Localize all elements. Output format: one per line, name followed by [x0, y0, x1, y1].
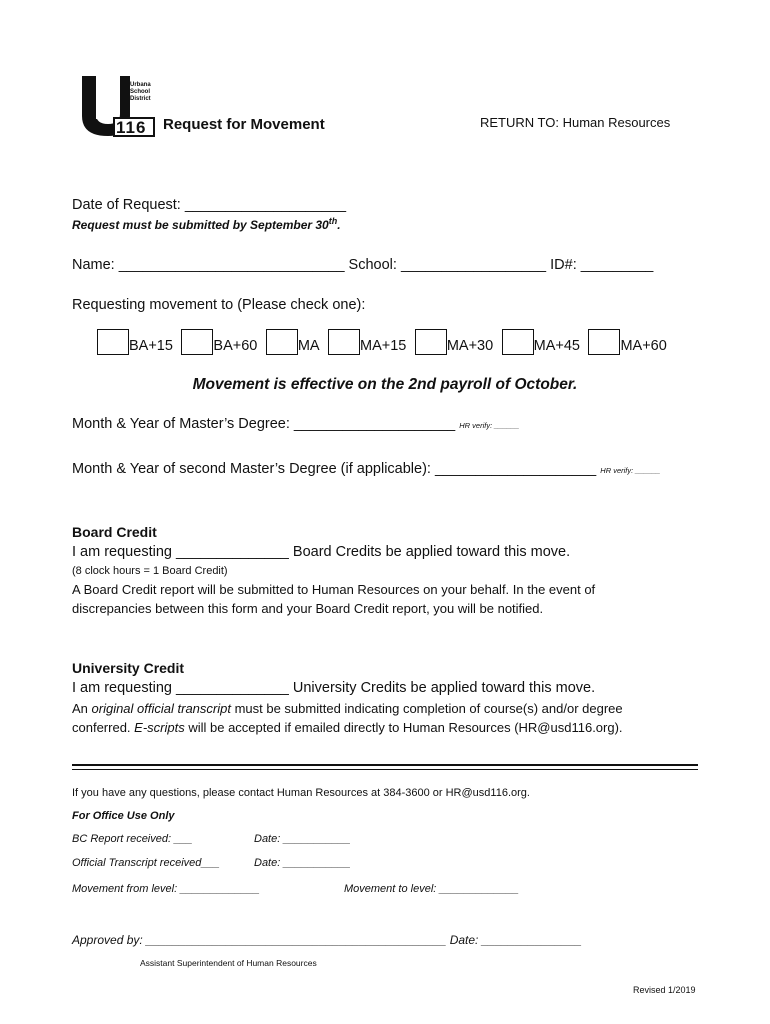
approver-title: Assistant Superintendent of Human Resources	[140, 958, 317, 968]
checkbox[interactable]	[181, 329, 213, 355]
option-ma15[interactable]: MA+15	[328, 329, 406, 355]
return-to: RETURN TO: Human Resources	[480, 115, 671, 130]
questions-line: If you have any questions, please contact Human Resources at 384-3600 or HR@usd116.org.	[72, 787, 530, 799]
deadline-sup: th	[328, 216, 338, 226]
masters-degree-label: Month & Year of Master’s Degree: ____________________	[72, 416, 456, 432]
university-credit-text-2	[72, 720, 623, 735]
text-segment: must be submitted indicating completion of course(s) and/or degree	[230, 701, 623, 716]
deadline-text: Request must be submitted by September 30	[72, 218, 329, 232]
option-ma30[interactable]: MA+30	[415, 329, 493, 355]
movement-to-level[interactable]: Movement to level: _____________	[344, 883, 519, 895]
checkbox[interactable]	[502, 329, 534, 355]
board-credit-heading: Board Credit	[72, 524, 157, 540]
checkbox[interactable]	[266, 329, 298, 355]
approved-by-line[interactable]: Approved by: _____________________________________________ Date: _______________	[72, 933, 582, 947]
emphasis-transcript: original official transcript	[91, 701, 231, 716]
logo-line-1: Urbana	[130, 82, 151, 88]
movement-options	[97, 329, 671, 355]
text-segment: An	[72, 701, 92, 716]
name-school-id-line[interactable]: Name: ____________________________ School: __________________ ID#: _________	[72, 257, 654, 273]
transcript-date[interactable]: Date: ___________	[254, 857, 351, 869]
checkbox[interactable]	[415, 329, 447, 355]
checkbox[interactable]	[97, 329, 129, 355]
district-logo	[78, 74, 156, 138]
transcript-received[interactable]: Official Transcript received___	[72, 857, 220, 869]
hr-verify-masters: HR verify: ______	[459, 421, 520, 430]
bc-report-date[interactable]: Date: ___________	[254, 833, 351, 845]
divider-thin	[72, 769, 698, 770]
option-ma60[interactable]: MA+60	[588, 329, 666, 355]
logo-line-3: District	[130, 96, 151, 102]
university-credit-text-1	[72, 701, 623, 716]
board-credit-text-1: A Board Credit report will be submitted to Human Resources on your behalf. In the event of	[72, 582, 596, 597]
hr-verify-second: HR verify: ______	[600, 466, 661, 475]
deadline-end: .	[337, 218, 341, 232]
option-ma[interactable]: MA	[266, 329, 320, 355]
university-credit-heading: University Credit	[72, 660, 185, 676]
bc-report-received[interactable]: BC Report received: ___	[72, 833, 193, 845]
second-masters-line[interactable]	[72, 461, 660, 477]
board-credit-note: (8 clock hours = 1 Board Credit)	[72, 565, 228, 577]
text-segment: conferred.	[72, 720, 135, 735]
date-of-request-field[interactable]: Date of Request: ____________________	[72, 197, 347, 213]
option-ba15[interactable]: BA+15	[97, 329, 173, 355]
divider-thick	[72, 764, 698, 766]
form-title: Request for Movement	[163, 116, 325, 133]
masters-degree-line[interactable]	[72, 416, 519, 432]
board-credit-request[interactable]: I am requesting ______________ Board Credits be applied toward this move.	[72, 544, 571, 560]
text-segment: will be accepted if emailed directly to Human Resources (HR@usd116.org).	[184, 720, 623, 735]
option-ba60[interactable]: BA+60	[181, 329, 257, 355]
checkbox[interactable]	[328, 329, 360, 355]
logo-number: 116	[116, 118, 147, 137]
effective-note: Movement is effective on the 2nd payroll of October.	[192, 376, 578, 393]
checkbox[interactable]	[588, 329, 620, 355]
deadline-note	[72, 216, 341, 232]
movement-from-level[interactable]: Movement from level: _____________	[72, 883, 260, 895]
office-use-heading: For Office Use Only	[72, 810, 175, 822]
revised-date: Revised 1/2019	[633, 985, 696, 995]
emphasis-escripts: E-scripts	[134, 720, 185, 735]
university-credit-request[interactable]: I am requesting ______________ University Credits be applied toward this move.	[72, 680, 596, 696]
requesting-label: Requesting movement to (Please check one):	[72, 297, 366, 313]
board-credit-text-2: discrepancies between this form and your Board Credit report, you will be notified.	[72, 601, 544, 616]
option-ma45[interactable]: MA+45	[502, 329, 580, 355]
logo-line-2: School	[130, 89, 151, 95]
second-masters-label: Month & Year of second Master’s Degree (if applicable): ____________________	[72, 461, 597, 477]
